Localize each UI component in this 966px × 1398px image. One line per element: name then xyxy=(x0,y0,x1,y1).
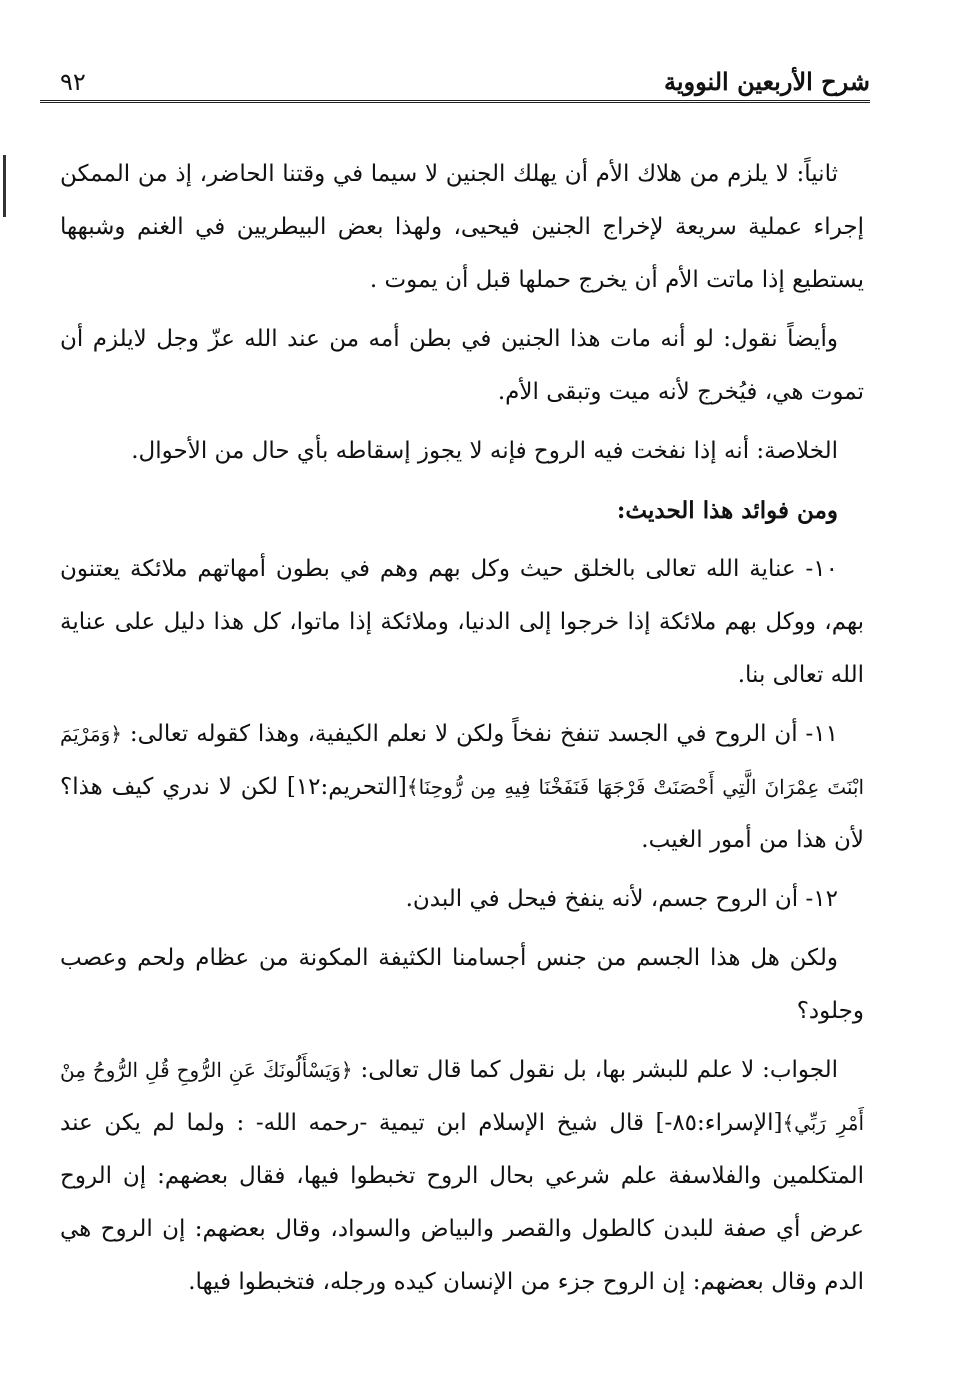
paragraph-answer xyxy=(60,1044,864,1309)
paragraph-point-11-intro: ١١- أن الروح في الجسد تنفخ نفخاً ولكن لا نعلم الكيفية، وهذا كقوله تعالى: xyxy=(129,721,838,747)
quran-verse-tahrim: ﴿وَمَرْيَمَ ابْنَتَ عِمْرَانَ الَّتِي أَحْصَنَتْ فَرْجَهَا فَنَفَخْنَا فِيهِ مِن رُّوحِنَا﴾ xyxy=(60,722,864,799)
paragraph-secondly: ثانياً: لا يلزم من هلاك الأم أن يهلك الجنين لا سيما في وقتنا الحاضر، إذ من الممكن إجراء عملية سريعة لإخراج الجنين فيحيى، ولهذا بعض البيطريين في الغنم وشبهها يستطيع إذا ماتت الأم أن يخرج حملها قبل أن يموت . xyxy=(60,161,864,293)
section-heading: ومن فوائد هذا الحديث: xyxy=(616,497,838,524)
margin-mark xyxy=(3,155,6,217)
paragraph-answer-rest: [الإسراء:٨٥-] قال شيخ الإسلام ابن تيمية -رحمه الله- : ولما لم يكن عند المتكلمين والفلاسفة علم شرعي بحال الروح تخبطوا فيها، فقال بعضهم: إن الروح عرض أي صفة للبدن كالطول والقصر والبياض والسواد، وقال بعضهم: إن الروح هي الدم وقال بعضهم: إن الروح جزء من الإنسان كيده ورجله، فتخبطوا فيها. xyxy=(60,1110,864,1295)
page-number: ٩٢ xyxy=(60,68,86,96)
paragraph-summary: الخلاصة: أنه إذا نفخت فيه الروح فإنه لا يجوز إسقاطه بأي حال من الأحوال. xyxy=(131,438,838,464)
paragraph-question: ولكن هل هذا الجسم من جنس أجسامنا الكثيفة المكونة من عظام ولحم وعصب وجلود؟ xyxy=(60,945,864,1024)
quran-verse-isra: ﴿وَيَسْأَلُونَكَ عَنِ الرُّوحِ قُلِ الرُّوحُ مِنْ أَمْرِ رَبِّي﴾ xyxy=(60,1058,864,1135)
paragraph-point-10: ١٠- عناية الله تعالى بالخلق حيث وكل بهم وهم في بطون أمهاتهم ملائكة يعتنون بهم، ووكل بهم ملائكة إذا خرجوا إلى الدنيا، وملائكة إذا ماتوا، كل هذا دليل على عناية الله تعالى بنا. xyxy=(60,556,864,688)
running-title: شرح الأربعين النووية xyxy=(663,67,870,96)
page-body xyxy=(60,148,864,1315)
paragraph-point-11-rest: [التحريم:١٢] لكن لا ندري كيف هذا؟لأن هذا من أمور الغيب. xyxy=(60,774,864,853)
paragraph-answer-intro: الجواب: لا علم للبشر بها، بل نقول كما قال تعالى: xyxy=(360,1057,839,1083)
page-header xyxy=(40,58,870,103)
paragraph-point-11 xyxy=(60,708,864,867)
paragraph-also: وأيضاً نقول: لو أنه مات هذا الجنين في بطن أمه من عند الله عزّ وجل لايلزم أن تموت هي، فيُخرج لأنه ميت وتبقى الأم. xyxy=(60,326,864,405)
paragraph-point-12: ١٢- أن الروح جسم، لأنه ينفخ فيحل في البدن. xyxy=(405,886,838,912)
